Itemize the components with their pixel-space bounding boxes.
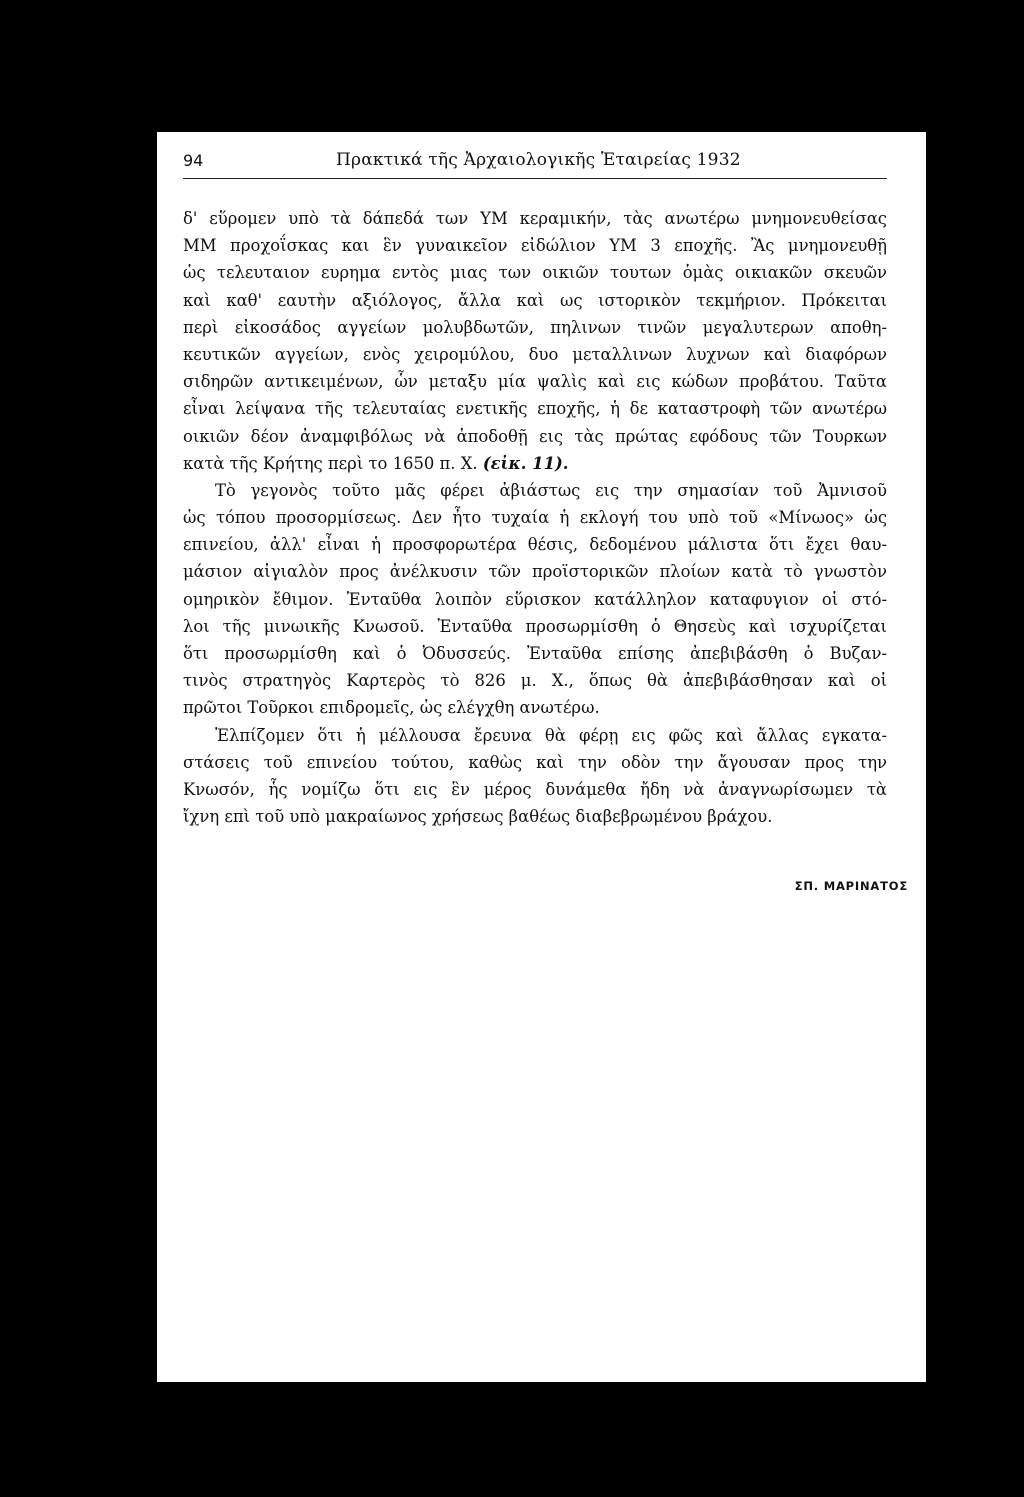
text-line: μάσιον αἰγιαλὸν προς ἀνέλκυσιν τῶν προϊστορικῶν πλοίων κατὰ τὸ γνωστὸν — [183, 562, 887, 582]
text-line: Τὸ γεγονὸς τοῦτο μᾶς φέρει ἀβιάστως εις την σημασίαν τοῦ Ἀμνισοῦ — [215, 480, 887, 500]
text-line: σιδηρῶν αντικειμένων, ὧν μεταξυ μία ψαλὶς καὶ εις κώδων προβάτου. Ταῦτα — [183, 372, 887, 392]
text-line: επινείου, ἀλλ' εἶναι ἡ προσφορωτέρα θέσις, δεδομένου μάλιστα ὅτι ἔχει θαυ- — [183, 535, 887, 555]
journal-title: Πρακτικά τῆς Ἀρχαιολογικῆς Ἑταιρείας 1932 — [336, 150, 741, 170]
text-line: στάσεις τοῦ επινείου τούτου, καθὼς καὶ την οδὸν την ἄγουσαν προς την — [183, 752, 887, 772]
text-line: δ' εὕρομεν υπὸ τὰ δάπεδά των ΥΜ κεραμικήν, τὰς ανωτέρω μνημονευθείσας — [183, 209, 887, 228]
text-line: ὡς τόπου προσορμίσεως. Δεν ἦτο τυχαία ἡ εκλογή του υπὸ τοῦ «Μίνωος» ὡς — [183, 508, 887, 528]
text-line: ΜΜ προχοΐσκας και ἓν γυναικεῖον εἰδώλιον ΥΜ 3 εποχῆς. Ἂς μνημονευθῇ — [183, 236, 887, 256]
text-line: Κνωσόν, ἧς νομίζω ὅτι εις ἓν μέρος δυνάμεθα ἤδη νὰ ἀναγνωρίσωμεν τὰ — [183, 779, 887, 799]
text-line: πρῶτοι Τοῦρκοι επιδρομεῖς, ὡς ελέγχθη ανωτέρω. — [183, 698, 600, 718]
figure-reference: (εἰκ. 11). — [482, 453, 569, 473]
document-page — [157, 132, 926, 1382]
text-line: ὅτι προσωρμίσθη καὶ ὁ Ὀδυσσεύς. Ἐνταῦθα επίσης ἀπεβιβάσθη ὁ Βυζαν- — [183, 644, 887, 663]
author-signature: ΣΠ. ΜΑΡΙΝΑΤΟΣ — [794, 879, 908, 893]
text-line: εἶναι λείψανα τῆς τελευταίας ενετικῆς εποχῆς, ἡ δε καταστροφὴ τῶν ανωτέρω — [183, 399, 887, 419]
text-line: κευτικῶν αγγείων, ενὸς χειρομύλου, δυο μεταλλινων λυχνων καὶ διαφόρων — [183, 344, 887, 364]
text-line: τινὸς στρατηγὸς Καρτερὸς τὸ 826 μ. Χ., ὅπως θὰ ἀπεβιβάσθησαν καὶ οἱ — [183, 671, 887, 691]
text-line: ομηρικὸν ἔθιμον. Ἐνταῦθα λοιπὸν εὕρισκον κατάλληλον καταφυγιον οἱ στό- — [183, 589, 887, 609]
running-header — [183, 148, 887, 179]
text-line: λοι τῆς μινωικῆς Κνωσοῦ. Ἐνταῦθα προσωρμίσθη ὁ Θησεὺς καὶ ισχυρίζεται — [183, 616, 887, 636]
page-number: 94 — [183, 151, 204, 170]
text-line: ὡς τελευταιον ευρημα εντὸς μιας των οικιῶν τουτων ὁμὰς οικιακῶν σκευῶν — [183, 263, 887, 283]
text-line: οικιῶν δέον ἀναμφιβόλως νὰ ἀποδοθῇ εις τὰς πρώτας εφόδους τῶν Τουρκων — [183, 426, 887, 446]
text-line: καὶ καθ' εαυτὴν αξιόλογος, ἄλλα καὶ ως ιστορικὸν τεκμήριον. Πρόκειται — [183, 290, 887, 310]
body-text — [183, 205, 887, 830]
text-line: περὶ εἰκοσάδος αγγείων μολυβδωτῶν, πηλινων τινῶν μεγαλυτερων αποθη- — [183, 317, 887, 337]
text-fragment: κατὰ τῆς Κρήτης περὶ το 1650 π. Χ. — [183, 453, 478, 473]
text-line: Ἐλπίζομεν ὅτι ἡ μέλλουσα ἔρευνα θὰ φέρῃ εις φῶς καὶ ἄλλας εγκατα- — [215, 725, 887, 745]
text-line: ἴχνη επὶ τοῦ υπὸ μακραίωνος χρήσεως βαθέως διαβεβρωμένου βράχου. — [183, 807, 773, 827]
text-line — [183, 450, 887, 477]
